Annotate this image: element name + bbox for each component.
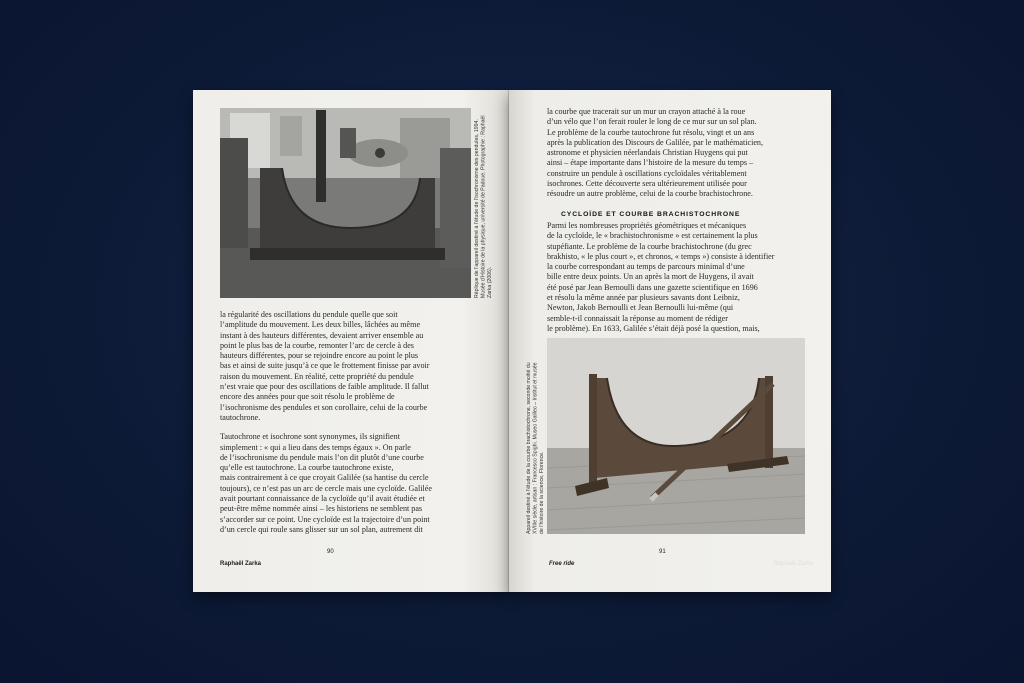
photo-brachistochrone-apparatus: [547, 338, 805, 534]
left-body-text: [220, 310, 472, 544]
page-number-left: 90: [327, 549, 334, 555]
photo-pendulum-image: [220, 108, 471, 298]
right-paragraph-top: [547, 107, 805, 209]
right-paragraph-2: Parmi les nombreuses propriétés géométriques et mécaniques de la cycloïde, le « brachistochronisme » est certainement la plus stupéfiante. Le problème de la courbe brachistochrone (du grec brakhisto, « le plus court », et chronos, « temps ») consiste à identifier la courbe correspondant au temps de parcours minimal d’une bille entre deux points. Un an après la mort de Huygens, il avait été posé par Jean Bernoulli dans une gazette scientifique en 1696 et résolu la même année par plusieurs savants dont Leibniz, Newton, Jakob Bernoulli et Jean Bernoulli lui-même (qui semble-t-il connaissait la réponse au moment de rédiger le problème). En 1633, Galilée s’était déjà posé la question, mais,: [547, 221, 775, 333]
right-paragraph-1: la courbe que tracerait sur un mur un crayon attaché à la roue d’un vélo que l’on ferait rouler le long de ce mur sur un sol plan. Le problème de la courbe tautochrone fut résolu, vingt et un ans après la publication des Discours de Galilée, par le mathématicien, astronome et physicien néerlandais Christian Huygens qui put ainsi – étape importante dans l’histoire de la mesure du temps – construire un pendule à oscillations cycloïdales véritablement isochrones. Cette découverte sera ultérieurement utilisée pour résoudre un autre problème, celui de la courbe brachistochrone.: [547, 107, 763, 199]
section-heading: CYCLOÏDE ET COURBE BRACHISTOCHRONE: [561, 211, 741, 218]
left-paragraph-2: Tautochrone et isochrone sont synonymes, ils signifient simplement : « qui a lieu dans des temps égaux ». On parle de l’isochronisme du pendule mais l’on dit plutôt d’une courbe qu’elle est tautochrone. La courbe tautochrone existe, mais contrairement à ce que croyait Galilée (sa hantise du cercle toujours), ce n’est pas un arc de cercle mais une cycloïde. Galilée avait pourtant connaissance de la cycloïde qu’il avait étudiée et peut-être même nommée ainsi – les historiens ne semblent pas s’accorder sur ce point. Une cycloïde est la trajectoire d’un point d’un cercle qui roule sans glisser sur un sol plan, autrement dit: [220, 432, 432, 534]
photo-caption-right: Appareil destiné à l’étude de la courbe brachistochrone, seconde moitié du XVIIIe siècle, artisan : Francesco Spighi. Museo Galileo – Institut et musée de l’histoire de la science, Florence.: [526, 362, 545, 534]
photo-pendulum-apparatus: [220, 108, 471, 298]
right-page: [509, 90, 831, 592]
right-paragraph-mid: [547, 221, 805, 343]
show-through-text: Raphaël Zarka: [773, 561, 813, 567]
photo-caption-left: Réplique de l’appareil destiné à l’étude de l’isochronisme des pendules, 1994. Musée d’Histoire de la physique, université de Padoue. Photographie : Raphaël Zarka (2006).: [474, 115, 493, 298]
page-number-right: 91: [659, 549, 666, 555]
left-paragraph-1: la régularité des oscillations du pendule quelle que soit l’amplitude du mouvement. Les deux billes, lâchées au même instant à des hauteurs différentes, devaient arriver ensemble au point le plus bas de la courbe, remonter l’arc de cercle à des hauteurs différentes, pour se rejoindre encore au point le plus bas et ainsi de suite jusqu’à ce que le frottement finisse par avoir raison du mouvement. En réalité, cette propriété du pendule n’est vraie que pour des oscillations de faible amplitude. Il fallut encore des années pour que soit résolu le problème de l’isochronisme des pendules et son corollaire, celui de la courbe tautochrone.: [220, 310, 430, 422]
left-page: [193, 90, 509, 592]
photo-brachistochrone-image: [547, 338, 805, 534]
running-head-author: Raphaël Zarka: [220, 561, 262, 567]
running-head-title: Free ride: [549, 561, 575, 567]
